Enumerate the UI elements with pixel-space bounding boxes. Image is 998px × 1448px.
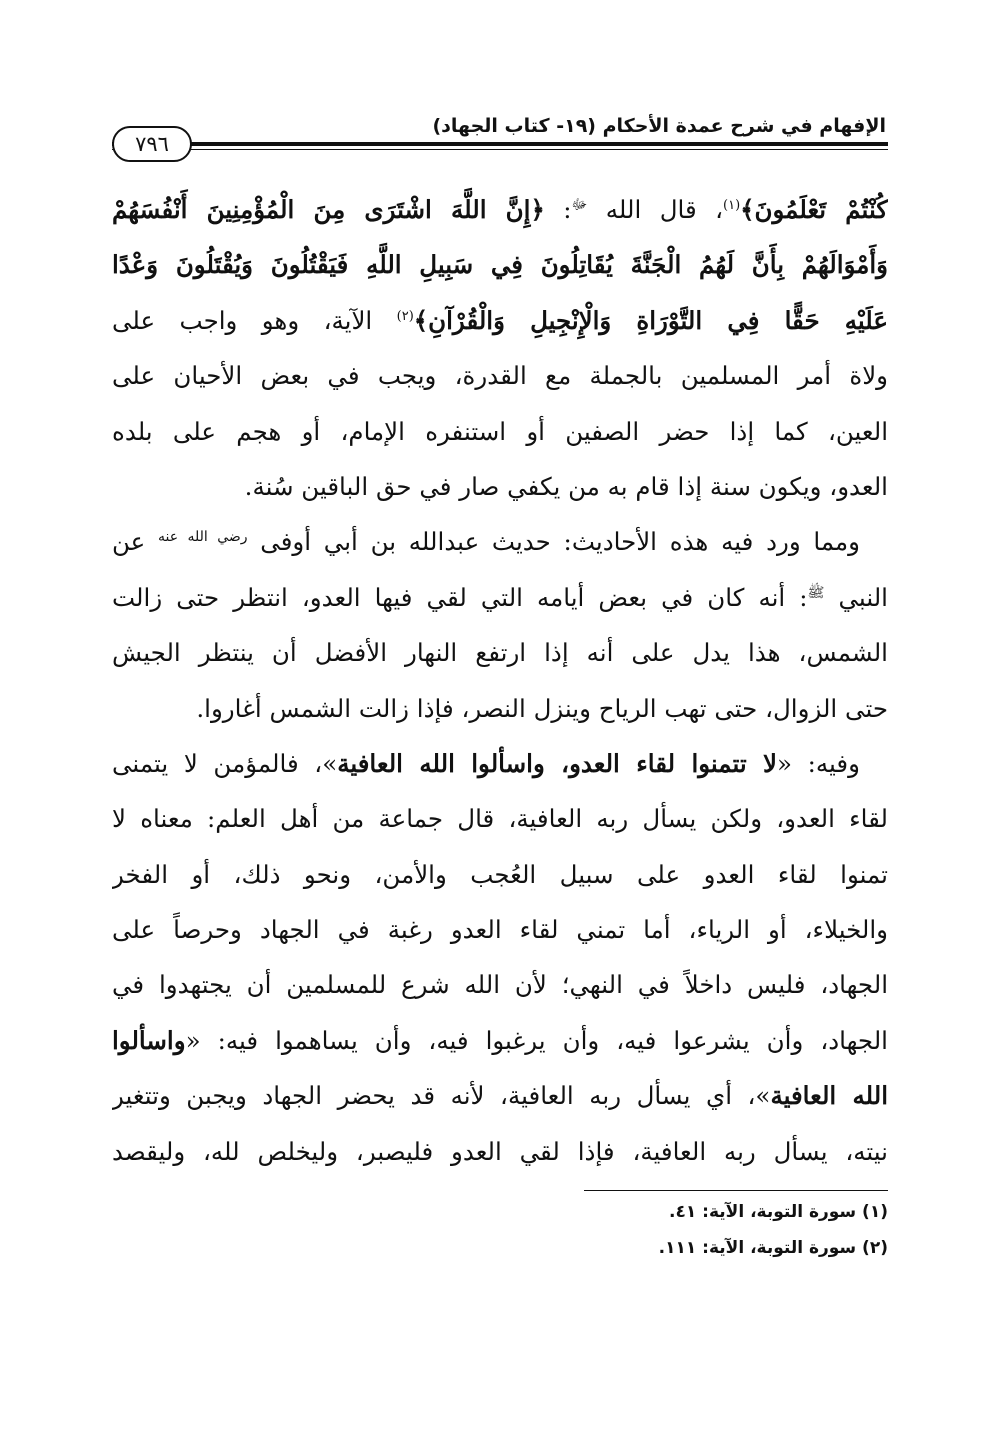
text-segment: الجهاد، وأن يشرعوا فيه، وأن يرغبوا فيه، وأن يساهموا فيه: « xyxy=(185,1025,888,1055)
text-segment: ومما ورد فيه هذه الأحاديث: حديث عبدالله بن أبي أوفى xyxy=(260,527,860,557)
text-segment: »، فالمؤمن لا يتمنى xyxy=(112,748,338,778)
text-line-2: وَأَمْوَالَهُمْ بِأَنَّ لَهُمُ الْجَنَّةَ يُقَاتِلُونَ فِي سَبِيلِ اللَّهِ فَيَقْتُلُونَ وَيُقْتَلُونَ وَعْدًا xyxy=(112,250,888,280)
running-title: الإفهام في شرح عمدة الأحكام (١٩- كتاب الجهاد) xyxy=(432,115,886,137)
text-line-7 xyxy=(112,514,888,569)
honorific-glyph: رضي الله عنه xyxy=(158,529,248,546)
text-segment: الآية، وهو واجب على xyxy=(112,305,397,335)
footnote-ref-1: (١) xyxy=(723,197,741,213)
text-line-8 xyxy=(112,570,888,625)
quran-verse: ﴿إِنَّ اللَّهَ اشْتَرَى مِنَ الْمُؤْمِنِينَ أَنْفُسَهُمْ xyxy=(112,195,545,224)
text-line-4: ولاة أمر المسلمين بالجملة مع القدرة، ويجب في بعض الأحيان على xyxy=(112,361,888,391)
header-rule-thick xyxy=(112,142,888,146)
text-line-6: العدو، ويكون سنة إذا قام به من يكفي صار في حق الباقين سُنة. xyxy=(244,471,888,501)
text-line-17 xyxy=(112,1068,888,1123)
text-line-12: لقاء العدو، ولكن يسأل ربه العافية، قال جماعة من أهل العلم: معناه لا xyxy=(112,804,888,834)
text-segment: النبي xyxy=(838,582,888,612)
header-rule-thin xyxy=(112,149,888,150)
body-text xyxy=(112,182,888,1179)
text-segment: عن xyxy=(112,527,159,557)
text-line-10: حتى الزوال، حتى تهب الرياح وينزل النصر، فإذا زالت الشمس أغاروا. xyxy=(196,693,888,723)
quran-verse-end: كُنْتُمْ تَعْلَمُونَ﴾ xyxy=(740,195,888,224)
text-segment: »، أي يسأل ربه العافية، لأنه قد يحضر الجهاد ويجبن وتتغير xyxy=(112,1081,771,1111)
text-line-18: نيته، يسأل ربه العافية، فإذا لقي العدو فليصبر، وليخلص لله، وليقصد xyxy=(112,1136,888,1166)
footnote-separator xyxy=(584,1190,888,1191)
text-line-16 xyxy=(112,1013,888,1068)
text-segment: : xyxy=(544,195,572,224)
text-line-14: والخيلاء، أو الرياء، أما تمني لقاء العدو رغبة في الجهاد وحرصاً على xyxy=(112,915,888,945)
quran-verse: عَلَيْهِ حَقًّا فِي التَّوْرَاةِ وَالْإِنْجِيلِ وَالْقُرْآنِ﴾ xyxy=(413,305,888,335)
text-line-3 xyxy=(112,293,888,348)
footnote-ref-2: (٢) xyxy=(396,308,414,324)
honorific-glyph: ﷺ xyxy=(807,584,825,601)
page-number: ٧٩٦ xyxy=(112,126,192,162)
footnote-2: (٢) سورة التوبة، الآية: ١١١. xyxy=(658,1238,888,1258)
page-header xyxy=(112,112,888,170)
text-line-5: العين، كما إذا حضر الصفين أو استنفره الإمام، أو هجم على بلده xyxy=(112,416,888,446)
text-segment: وفيه: « xyxy=(777,748,860,778)
footnote-1: (١) سورة التوبة، الآية: ٤١. xyxy=(669,1202,888,1222)
text-line-9: الشمس، هذا يدل على أنه إذا ارتفع النهار الأفضل أن ينتظر الجيش xyxy=(112,638,888,668)
text-segment: ، قال الله xyxy=(605,195,724,224)
text-line-11 xyxy=(112,736,888,791)
footnotes xyxy=(112,1200,888,1272)
hadith-quote: لا تتمنوا لقاء العدو، واسألوا الله العافية xyxy=(337,748,778,778)
text-segment: : أنه كان في بعض أيامه التي لقي فيها العدو، انتظر حتى زالت xyxy=(112,582,808,612)
hadith-quote: الله العافية xyxy=(770,1081,888,1111)
text-line-15: الجهاد، فليس داخلاً في النهي؛ لأن الله شرع للمسلمين أن يجتهدوا في xyxy=(112,970,888,1000)
text-line-1 xyxy=(112,182,888,237)
hadith-quote: واسألوا xyxy=(112,1025,186,1055)
text-line-13: تمنوا لقاء العدو على سبيل العُجب والأمن، ونحو ذلك، أو الفخر xyxy=(112,859,888,889)
honorific-glyph: ﷻ xyxy=(571,196,588,213)
